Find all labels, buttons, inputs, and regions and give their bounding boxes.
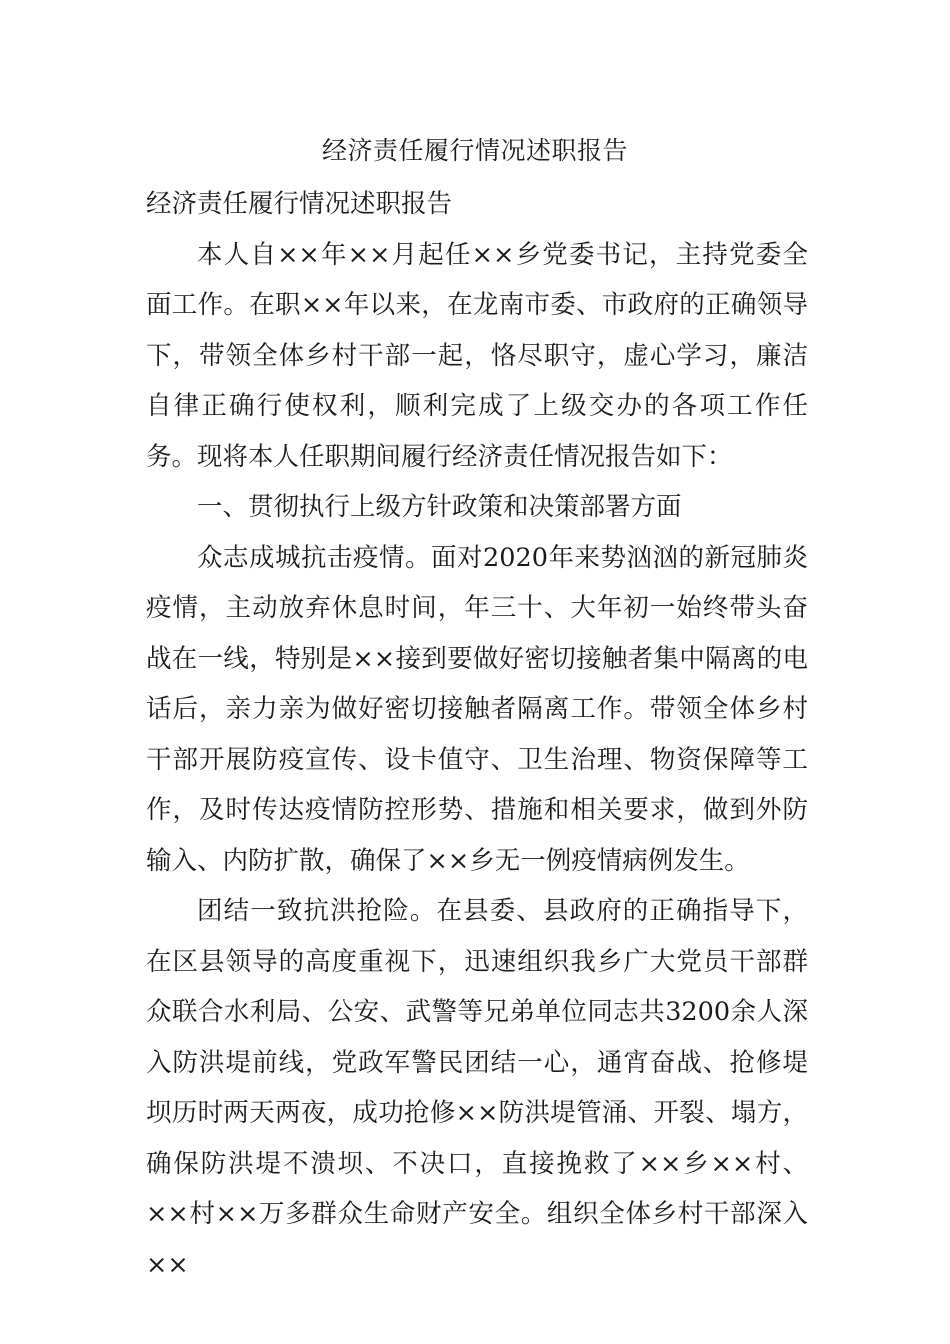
- document-body: [146, 179, 808, 1290]
- section-heading-1: 一、贯彻执行上级方针政策和决策部署方面: [197, 492, 682, 522]
- paragraph-flood: 团结一致抗洪抢险。在县委、县政府的正确指导下，在区县领导的高度重视下，迅速组织我乡广大党员干部群众联合水利局、公安、武警等兄弟单位同志共3200余人深入防洪堤前线，党政军警民团结一心，通宵奋战、抢修堤坝历时两天两夜，成功抢修××防洪堤管涌、开裂、塌方，确保防洪堤不溃坝、不决口，直接挽救了××乡××村、××村××万多群众生命财产安全。组织全体乡村干部深入××: [146, 896, 808, 1280]
- paragraph-intro: 本人自××年××月起任××乡党委书记，主持党委全面工作。在职××年以来，在龙南市委、市政府的正确领导下，带领全体乡村干部一起，恪尽职守，虚心学习，廉洁自律正确行使权利，顺利完成了上级交办的各项工作任务。现将本人任职期间履行经济责任情况报告如下：: [146, 239, 808, 472]
- document-title: 经济责任履行情况述职报告: [321, 136, 628, 165]
- paragraph-epidemic: 众志成城抗击疫情。面对2020年来势汹汹的新冠肺炎疫情，主动放弃休息时间，年三十、大年初一始终带头奋战在一线，特别是××接到要做好密切接触者集中隔离的电话后，亲力亲为做好密切接触者隔离工作。带领全体乡村干部开展防疫宣传、设卡值守、卫生治理、物资保障等工作，及时传达疫情防控形势、措施和相关要求，做到外防输入、内防扩散，确保了××乡无一例疫情病例发生。: [146, 542, 808, 876]
- document-subtitle: 经济责任履行情况述职报告: [146, 189, 453, 219]
